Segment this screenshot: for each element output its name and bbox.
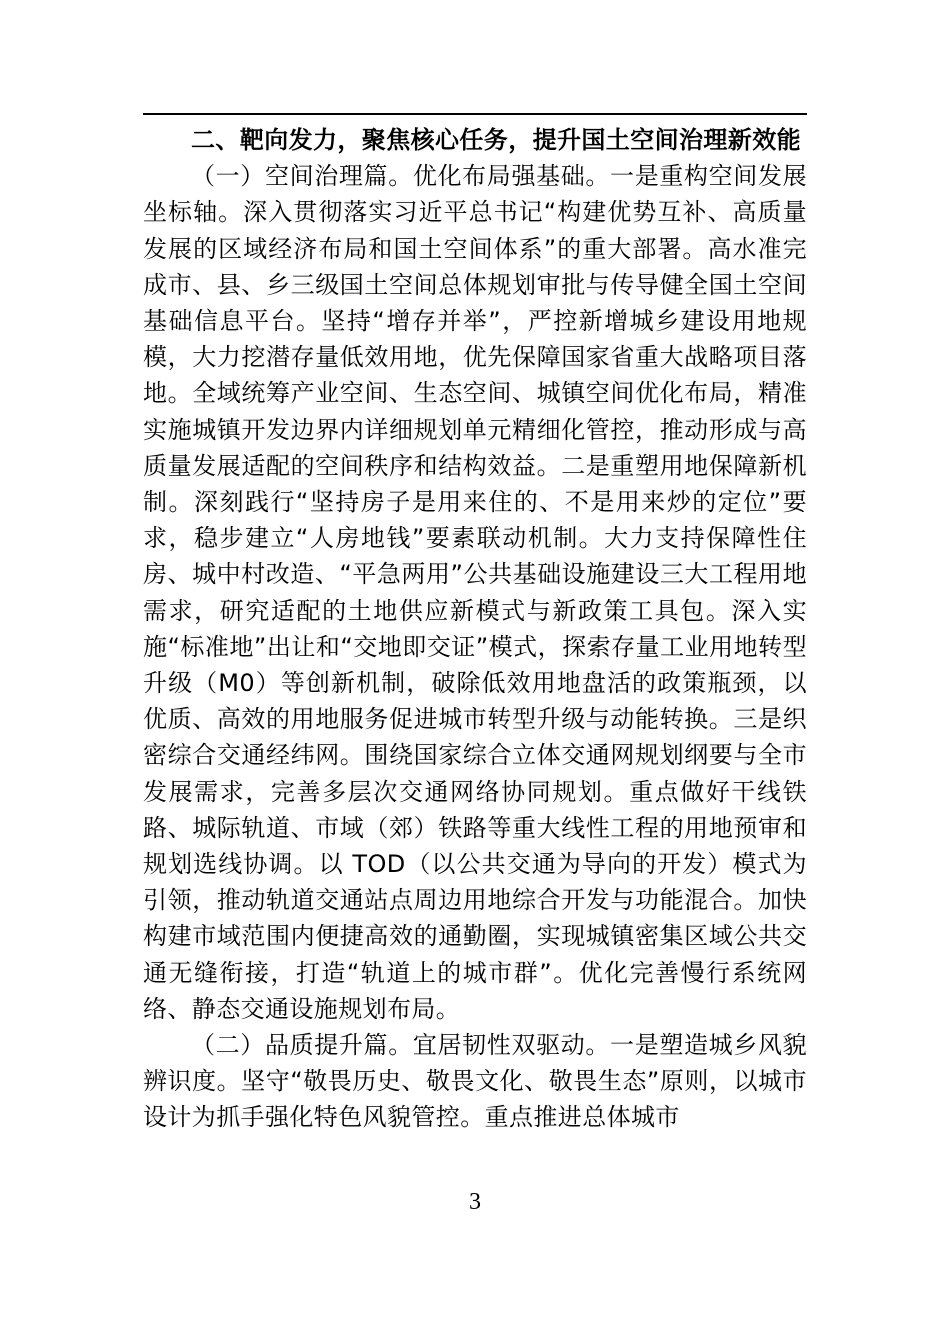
paragraph-spatial-governance: （一）空间治理篇。优化布局强基础。一是重构空间发展坐标轴。深入贯彻落实习近平总书记“构建优势互补、高质量发展的区域经济布局和国土空间体系”的重大部署。高水准完成市、县、乡三级国土空间总体规划审批与传导健全国土空间基础信息平台。坚持“增存并举”，严控新增城乡建设用地规模，大力挖潜存量低效用地，优先保障国家省重大战略项目落地。全域统筹产业空间、生态空间、城镇空间优化布局，精准实施城镇开发边界内详细规划单元精细化管控，推动形成与高质量发展适配的空间秩序和结构效益。二是重塑用地保障新机制。深刻践行“坚持房子是用来住的、不是用来炒的定位”要求，稳步建立“人房地钱”要素联动机制。大力支持保障性住房、城中村改造、“平急两用”公共基础设施建设三大工程用地需求，研究适配的土地供应新模式与新政策工具包。深入实施“标准地”出让和“交地即交证”模式，探索存量工业用地转型升级（M0）等创新机制，破除低效用地盘活的政策瓶颈，以优质、高效的用地服务促进城市转型升级与动能转换。三是织密综合交通经纬网。围绕国家综合立体交通网规划纲要与全市发展需求，完善多层次交通网络协同规划。重点做好干线铁路、城际轨道、市域（郊）铁路等重大线性工程的用地预审和规划选线协调。以 TOD（以公共交通为导向的开发）模式为引领，推动轨道交通站点周边用地综合开发与功能混合。加快构建市域范围内便捷高效的通勤圈，实现城镇密集区域公共交通无缝衔接，打造“轨道上的城市群”。优化完善慢行系统网络、静态交通设施规划布局。 — [143, 162, 807, 1023]
header-rule — [143, 113, 807, 115]
section-heading: 二、靶向发力，聚焦核心任务，提升国土空间治理新效能 — [191, 126, 801, 154]
body-text — [143, 122, 807, 1136]
page-number: 3 — [469, 1189, 481, 1215]
paragraph-quality-improvement: （二）品质提升篇。宜居韧性双驱动。一是塑造城乡风貌辨识度。坚守“敬畏历史、敬畏文化、敬畏生态”原则，以城市设计为抓手强化特色风貌管控。重点推进总体城市 — [143, 1031, 807, 1132]
